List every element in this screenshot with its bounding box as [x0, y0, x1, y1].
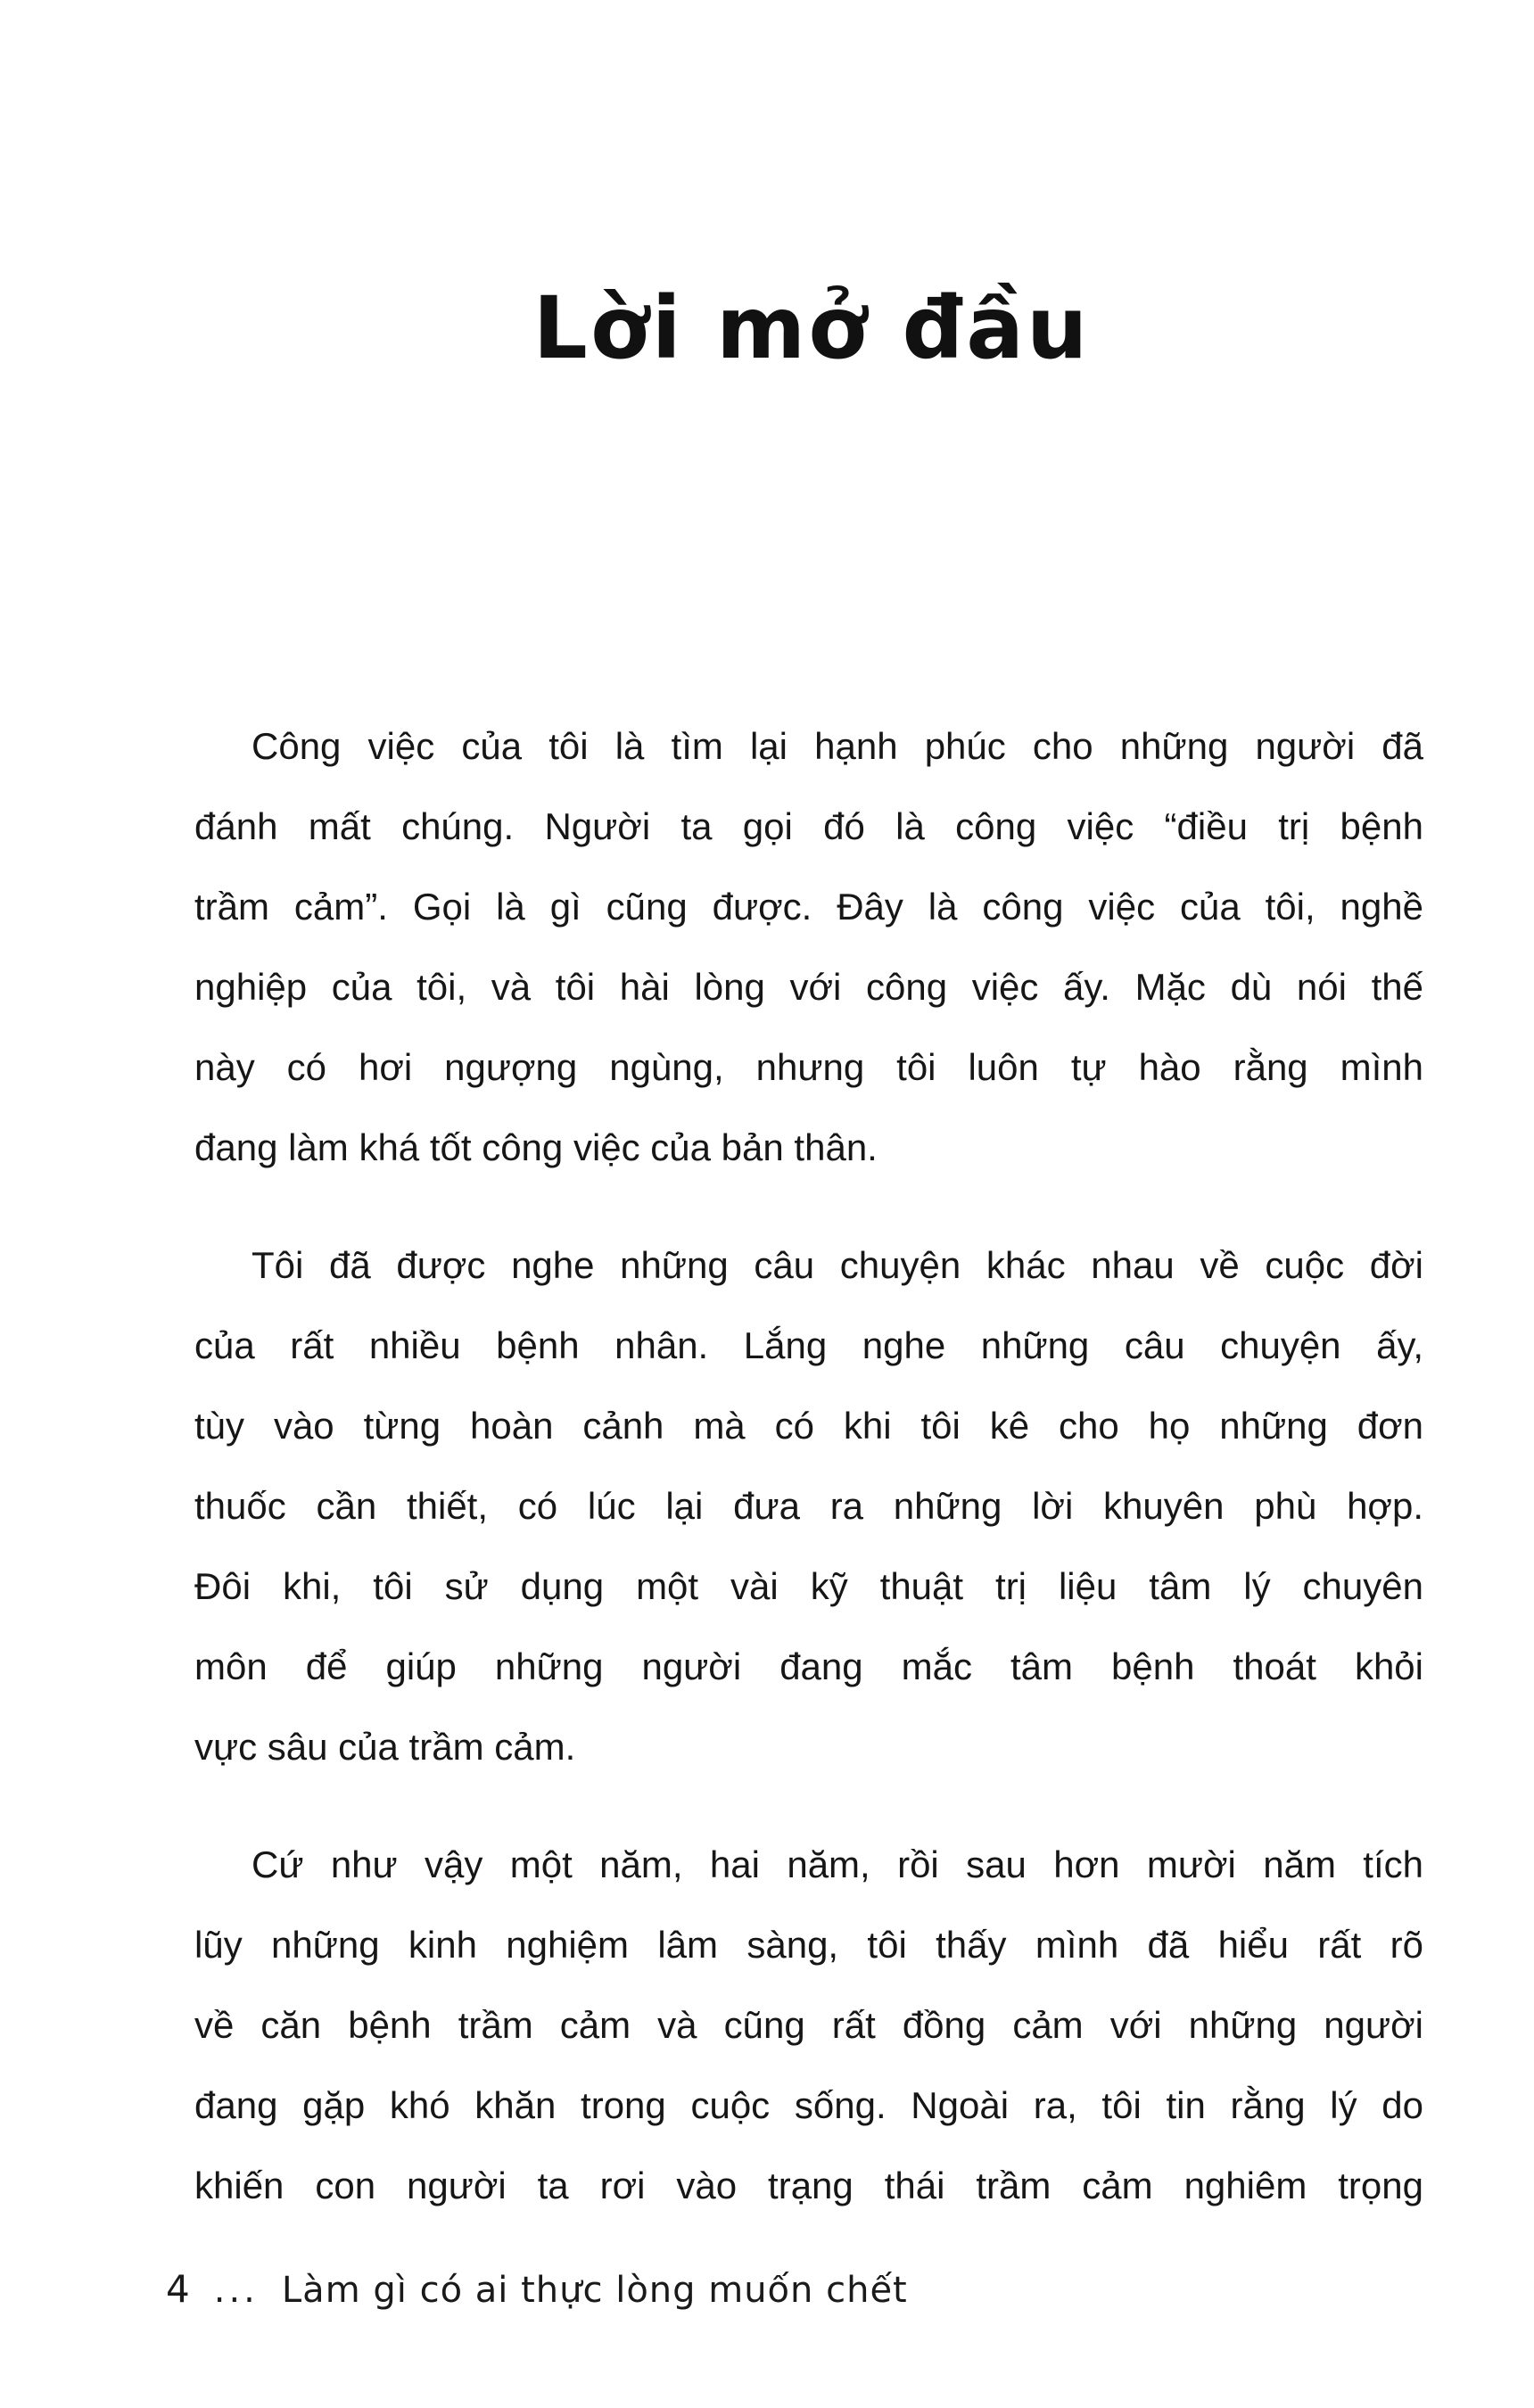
text-line: đang gặp khó khăn trong cuộc sống. Ngoài ra, tôi tin rằng lý do — [194, 2084, 1423, 2126]
text-line: lũy những kinh nghiệm lâm sàng, tôi thấy mình đã hiểu rất rõ — [194, 1924, 1423, 1966]
text-line: của rất nhiều bệnh nhân. Lắng nghe những câu chuyện ấy, — [194, 1324, 1423, 1366]
book-title: Làm gì có ai thực lòng muốn chết — [281, 2270, 908, 2311]
body-text — [194, 706, 1423, 2226]
page-title: Lời mở đầu — [532, 278, 1091, 379]
text-line: thuốc cần thiết, có lúc lại đưa ra những lời khuyên phù hợp. — [194, 1485, 1423, 1527]
page-number: 4 — [166, 2267, 191, 2311]
paragraph-3 — [194, 1825, 1423, 2226]
paragraph-2 — [194, 1225, 1423, 1787]
text-line: đang làm khá tốt công việc của bản thân. — [194, 1126, 878, 1168]
text-line: đánh mất chúng. Người ta gọi đó là công việc “điều trị bệnh — [194, 805, 1423, 847]
text-line: tùy vào từng hoàn cảnh mà có khi tôi kê cho họ những đơn — [194, 1405, 1423, 1447]
footer-separator: ... — [213, 2270, 259, 2311]
text-line: Tôi đã được nghe những câu chuyện khác nhau về cuộc đời — [252, 1244, 1423, 1286]
text-line: nghiệp của tôi, và tôi hài lòng với công việc ấy. Mặc dù nói thế — [194, 966, 1423, 1008]
text-line: trầm cảm”. Gọi là gì cũng được. Đây là công việc của tôi, nghề — [194, 886, 1423, 928]
text-line: Công việc của tôi là tìm lại hạnh phúc cho những người đã — [252, 725, 1423, 767]
page-footer — [166, 2267, 908, 2311]
text-line: này có hơi ngượng ngùng, nhưng tôi luôn tự hào rằng mình — [194, 1046, 1423, 1088]
paragraph-1 — [194, 706, 1423, 1188]
text-line: môn để giúp những người đang mắc tâm bệnh thoát khỏi — [194, 1645, 1423, 1687]
text-line: Đôi khi, tôi sử dụng một vài kỹ thuật trị liệu tâm lý chuyên — [194, 1565, 1423, 1607]
text-line: Cứ như vậy một năm, hai năm, rồi sau hơn mười năm tích — [252, 1843, 1423, 1885]
text-line: vực sâu của trầm cảm. — [194, 1726, 576, 1768]
text-line: khiến con người ta rơi vào trạng thái trầm cảm nghiêm trọng — [194, 2165, 1423, 2206]
text-line: về căn bệnh trầm cảm và cũng rất đồng cảm với những người — [194, 2004, 1423, 2046]
